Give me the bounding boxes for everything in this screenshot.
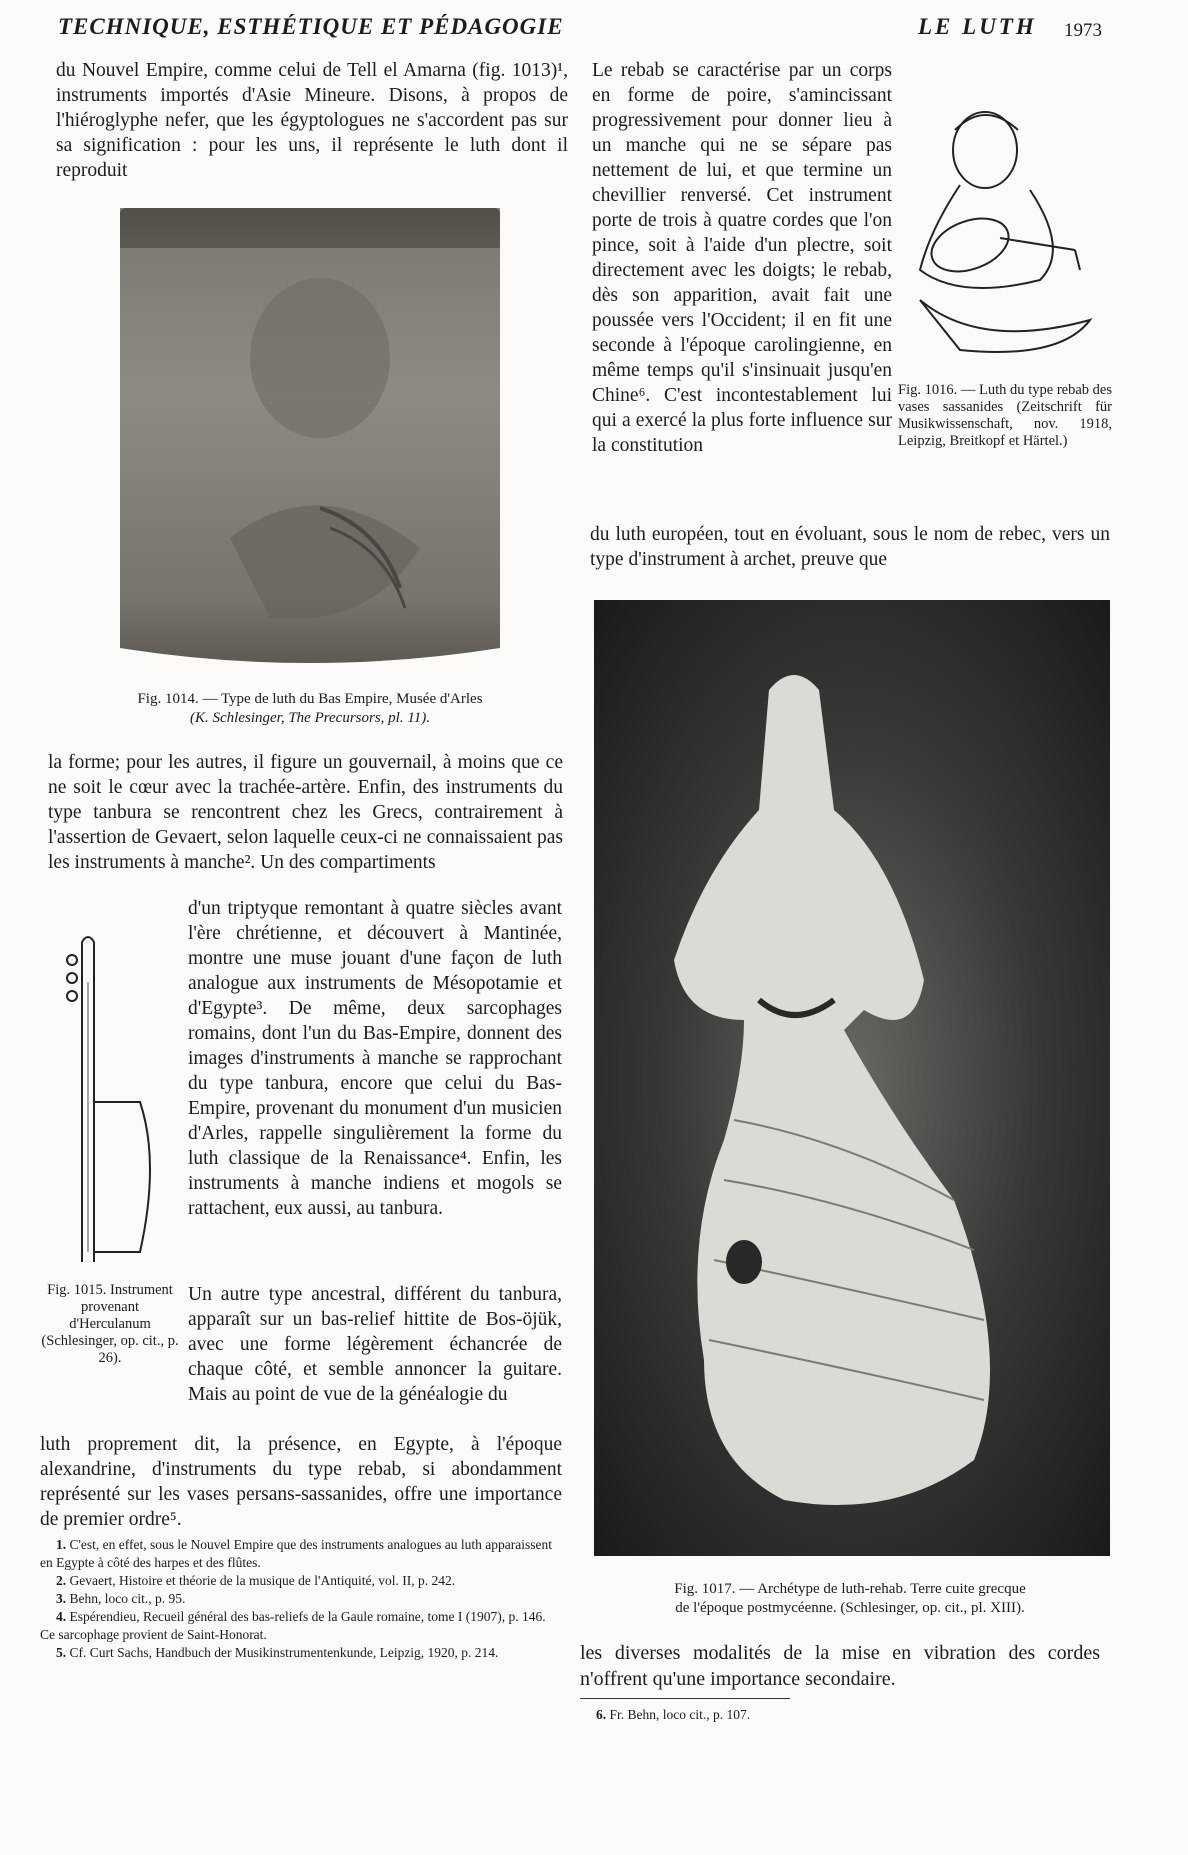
footnote-divider xyxy=(580,1698,790,1699)
rebab-player-icon xyxy=(900,100,1100,380)
left-paragraph-5: luth proprement dit, la présence, en Egypte, à l'époque alexandrine, d'instruments du type rebab, si abondamment représenté sur les vases persans-sassanides, offre une importance de premier ordre⁵. xyxy=(40,1434,562,1530)
right-paragraph-1: Le rebab se caractérise par un corps en forme de poire, s'amincissant progressivement pour donner lieu à un manche qui ne se sépare pas nettement de lui, et que termine un chevillier renversé. Cet instrument porte de trois à quatre cordes que l'on pince, soit à l'aide d'un plectre, soit directement avec les doigts; le rebab, dès son apparition, avait fait une poussée vers l'Occident; il en fit une seconde à l'époque carolingienne, en même temps qu'il s'insinuait jusqu'en Chine⁶. C'est incontestablement lui qui a exercé la plus forte influence sur la constitution xyxy=(592,60,892,456)
running-header-right: LE LUTH xyxy=(918,14,1037,39)
page-number: 1973 xyxy=(1064,20,1102,41)
left-paragraph-4: Un autre type ancestral, différent du tanbura, apparaît sur un bas-relief hittite de Bos-öjük, avec une forme légèrement échancrée de chaque côté, et semble annoncer la guitare. Mais au point de vue de la généalogie du xyxy=(188,1284,562,1405)
figure-1016-drawing xyxy=(900,100,1100,380)
left-paragraph-3: d'un triptyque remontant à quatre siècles avant l'ère chrétienne, et découvert à Mantinée, montre une muse jouant d'une façon de luth analogue aux instruments de Mésopotamie et d'Egypte³. De même, deux sarcophages romains, dont l'un du Bas-Empire, donnent des images d'instruments à manche se rapprochant du type tanbura, encore que celui du Bas-Empire, provenant du monument d'un musicien d'Arles, rappelle singulièrement la forme du luth classique de la Renaissance⁴. Enfin, les instruments à manche indiens et mogols se rattachent, eux aussi, au tanbura. xyxy=(188,898,562,1219)
footnote-1: 1. C'est, en effet, sous le Nouvel Empire que des instruments analogues au luth apparaissent en Egypte à côté des harpes et des flûtes. xyxy=(40,1537,552,1570)
footnote-5: 5. Cf. Curt Sachs, Handbuch der Musikinstrumentenkunde, Leipzig, 1920, p. 214. xyxy=(56,1645,499,1660)
footnote-3: 3. Behn, loco cit., p. 95. xyxy=(56,1591,186,1606)
figure-1016-caption: Fig. 1016. — Luth du type rebab des vases sassanides (Zeitschrift für Musikwissenschaft, nov. 1918, Leipzig, Breitkopf et Härtel.) xyxy=(898,382,1112,449)
herculaneum-instrument-icon xyxy=(60,922,170,1272)
figure-1017-photo xyxy=(594,600,1110,1556)
running-header-left: TECHNIQUE, ESTHÉTIQUE ET PÉDAGOGIE xyxy=(58,14,564,39)
figure-1017-caption-line1: Fig. 1017. — Archétype de luth-rehab. Terre cuite grecque xyxy=(674,1581,1026,1597)
figure-1015-caption: Fig. 1015. Instrument provenant d'Herculanum (Schlesinger, op. cit., p. 26). xyxy=(41,1282,179,1366)
footnote-4: 4. Espérendieu, Recueil général des bas-reliefs de la Gaule romaine, tome I (1907), p. 146. Ce sarcophage provient de Saint-Honorat. xyxy=(40,1609,546,1642)
right-paragraph-1-continued: du luth européen, tout en évoluant, sous le nom de rebec, vers un type d'instrument à archet, preuve que xyxy=(590,524,1110,570)
footnote-2: 2. Gevaert, Histoire et théorie de la musique de l'Antiquité, vol. II, p. 242. xyxy=(56,1573,456,1588)
left-paragraph-2: la forme; pour les autres, il figure un gouvernail, à moins que ce ne soit le cœur avec la trachée-artère. Enfin, des instruments du type tanbura se rencontrent chez les Grecs, contrairement à l'assertion de Gevaert, selon laquelle ceux-ci ne connaissaient pas les instruments à manche². Un des compartiments xyxy=(48,752,563,873)
figure-1015-drawing xyxy=(60,922,170,1272)
figure-1014-caption-line2: (K. Schlesinger, The Precursors, pl. 11). xyxy=(190,710,430,726)
footnote-6: 6. Fr. Behn, loco cit., p. 107. xyxy=(596,1707,751,1722)
figure-1014-caption-line1: Fig. 1014. — Type de luth du Bas Empire, Musée d'Arles xyxy=(137,691,483,707)
right-paragraph-2: les diverses modalités de la mise en vibration des cordes n'offrent qu'une importance secondaire. xyxy=(580,1642,1100,1690)
relief-sketch-icon xyxy=(120,208,500,670)
figure-1014-photo xyxy=(120,208,500,670)
left-footnotes xyxy=(40,1536,560,1662)
terracotta-figurine-icon xyxy=(594,600,1110,1556)
figure-1017-caption-line2: de l'époque postmycéenne. (Schlesinger, op. cit., pl. XIII). xyxy=(675,1600,1025,1616)
left-intro-paragraph: du Nouvel Empire, comme celui de Tell el Amarna (fig. 1013)¹, instruments importés d'Asie Mineure. Disons, à propos de l'hiéroglyphe nefer, que les égyptologues ne s'accordent pas sur sa signification : pour les uns, il représente le luth dont il reproduit xyxy=(56,60,568,181)
